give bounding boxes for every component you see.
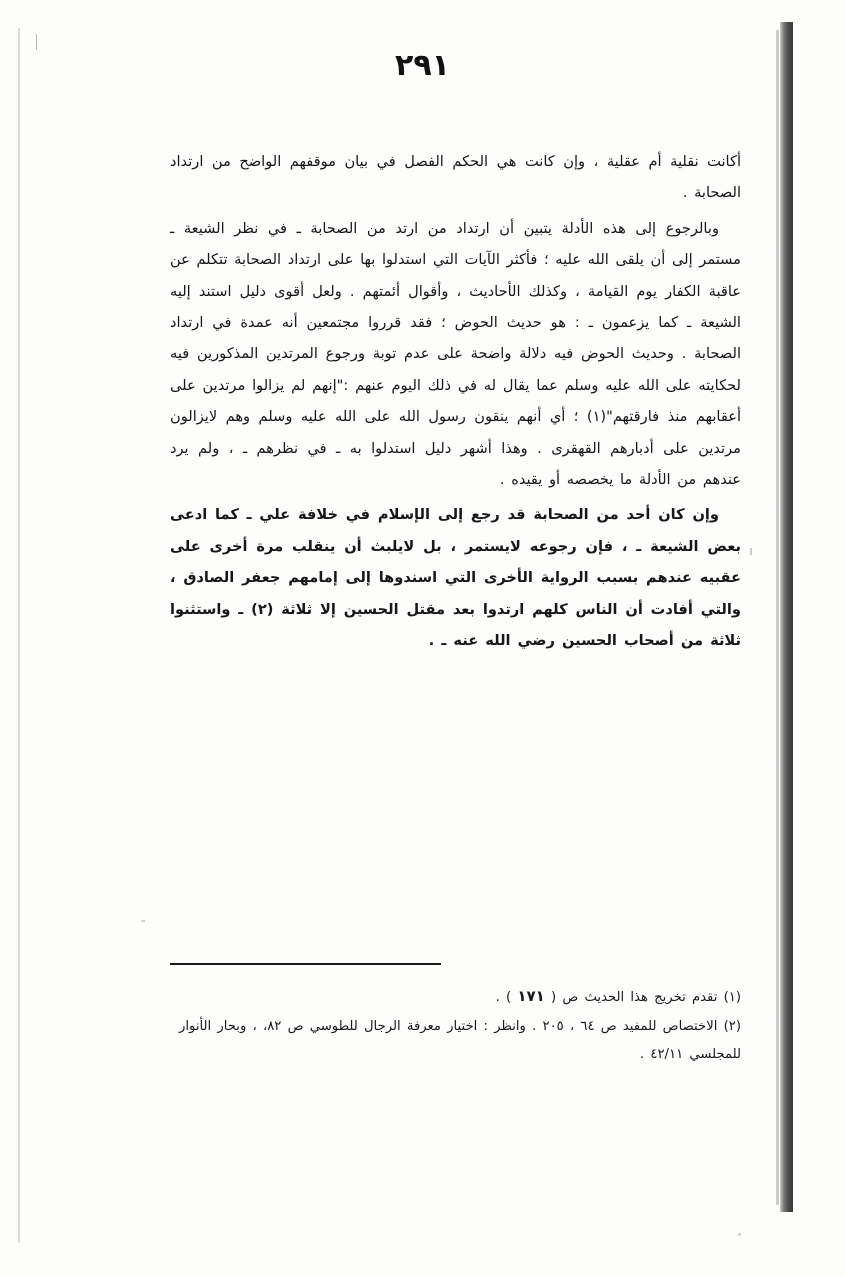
body-text xyxy=(170,146,741,661)
footnotes-block xyxy=(170,982,741,1070)
footnote-1 xyxy=(170,982,741,1013)
scan-binding-edge xyxy=(780,22,793,1212)
footnote-1-text: تقدم تخريج هذا الحديث ص ( xyxy=(544,990,718,1005)
footnote-2-marker: (٢) xyxy=(723,1018,741,1034)
scan-speck xyxy=(141,920,145,922)
page-number: ٢٩١ xyxy=(395,48,450,83)
footnote-separator-rule xyxy=(170,963,441,965)
footnote-1-page-ref: ١٧١ xyxy=(517,987,545,1005)
footnote-1-marker: (١) xyxy=(723,990,741,1005)
scan-speck xyxy=(738,1233,741,1236)
paragraph-3: وإن كان أحد من الصحابة قد رجع إلى الإسلام في خلافة علي ـ كما ادعى بعض الشيعة ـ ، فإن رجوعه لايستمر ، بل لايلبث أن ينقلب مرة أخرى على عقبيه عندهم بسبب الرواية الأخرى التي اسندوها إلى إمامهم جعفر الصادق ، والتي أفادت أن الناس كلهم ارتدوا بعد مقتل الحسين إلا ثلاثة (٢) ـ واستثنوا ثلاثة من أصحاب الحسين رضي الله عنه ـ . xyxy=(170,506,741,650)
scan-binding-shadow xyxy=(776,30,779,1205)
footnote-2 xyxy=(170,1013,741,1070)
footnote-2-text: الاختصاص للمفيد ص ٦٤ ، ٢٠٥ . وانظر : اختيار معرفة الرجال للطوسي ص ٨٢، ، وبحار الأنوار للمجلسي ٤٢/١١ . xyxy=(178,1018,741,1062)
paragraph-2: وبالرجوع إلى هذه الأدلة يتبين أن ارتداد من ارتد من الصحابة ـ في نظر الشيعة ـ مستمر إلى أن يلقى الله عليه ؛ فأكثر الآيات التي استدلوا بها على ارتداد الصحابة تتكلم عن عاقبة الكفار يوم القيامة ، وكذلك الأحاديث ، وأقوال أئمتهم . ولعل أقوى دليل استند إليه الشيعة ـ كما يزعمون ـ : هو حديث الحوض ؛ فقد قرروا مجتمعين أنه عمدة في ارتداد الصحابة . وحديث الحوض فيه دلالة واضحة على عدم توبة ورجوع المرتدين المذكورين فيه لحكايته على الله عليه وسلم عما يقال له في ذلك اليوم عنهم :"إنهم لم يزالوا مرتدين على أعقابهم منذ فارقتهم"(١) ؛ أي أنهم ينقون رسول الله على الله عليه وسلم وهم لايزالون مرتدين على أدبارهم القهقرى . وهذا أشهر دليل استدلوا به ـ في نظرهم ـ ، ولم يرد عندهم من الأدلة ما يخصصه أو يقيده . xyxy=(170,219,741,489)
footnote-1-tail: ) . xyxy=(495,990,512,1005)
paragraph-1: أكانت نقلية أم عقلية ، وإن كانت هي الحكم الفصل في بيان موقفهم الواضح من ارتداد الصحابة . xyxy=(170,153,741,202)
scan-speck xyxy=(750,548,752,555)
scan-left-edge xyxy=(18,28,20,1243)
